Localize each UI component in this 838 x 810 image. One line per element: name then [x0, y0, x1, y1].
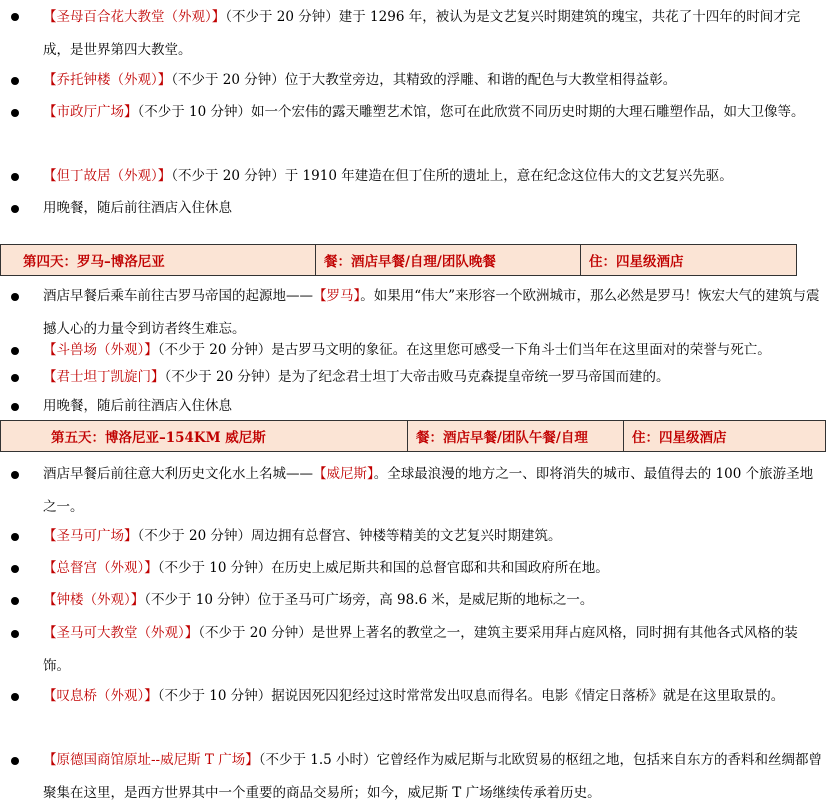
- bullet-icon: [11, 374, 19, 382]
- item-text: 【斗兽场（外观）】（不少于 20 分钟）是古罗马文明的象征。在这里您可感受一下角斗士们当年在这里面对的荣誉与死亡。: [43, 342, 771, 358]
- bullet-icon: [11, 757, 19, 765]
- attraction-name: 【圣母百合花大教堂（外观）】: [43, 9, 226, 25]
- attraction-name: 【乔托钟楼（外观）】: [43, 72, 172, 88]
- item-text: 酒店早餐后乘车前往古罗马帝国的起源地——【罗马】。如果用“伟大”来形容一个欧洲城市，那么必然是罗马！恢宏大气的建筑与震撼人心的力量令到访者终生难忘。: [43, 288, 820, 337]
- bullet-icon: [11, 173, 19, 181]
- bullet-icon: [11, 293, 19, 301]
- bullet-icon: [11, 205, 19, 213]
- item-text: 【原德国商馆原址--威尼斯 T 广场】（不少于 1.5 小时）它曾经作为威尼斯与北欧贸易的枢纽之地，包括来自东方的香料和丝绸都曾聚集在这里，是西方世界其中一个重要的商品交易所；如今，威尼斯 T 广场继续传承着历史。: [43, 752, 823, 801]
- day-meal: 餐：酒店早餐/自理/团队晚餐: [315, 245, 580, 275]
- item-text: 【乔托钟楼（外观）】（不少于 20 分钟）位于大教堂旁边，其精致的浮雕、和谐的配色与大教堂相得益彰。: [43, 72, 677, 88]
- bullet-icon: [11, 693, 19, 701]
- day-header-row: [0, 244, 797, 276]
- item-text: 【圣马可大教堂（外观）】（不少于 20 分钟）是世界上著名的教堂之一，建筑主要采用拜占庭风格，同时拥有其他各式风格的装饰。: [43, 625, 798, 674]
- item-text: 【但丁故居（外观）】（不少于 20 分钟）于 1910 年建造在但丁住所的遗址上，意在纪念这位伟大的文艺复兴先驱。: [43, 168, 733, 184]
- bullet-icon: [11, 77, 19, 85]
- bullet-icon: [11, 471, 19, 479]
- attraction-name: 【叹息桥（外观）】: [43, 688, 158, 704]
- attraction-name: 【原德国商馆原址--威尼斯 T 广场】: [43, 752, 259, 768]
- item-text: 【叹息桥（外观）】（不少于 10 分钟）据说因死囚犯经过这时常常发出叹息而得名。电影《情定日落桥》就是在这里取景的。: [43, 688, 785, 704]
- attraction-name: 【但丁故居（外观）】: [43, 168, 172, 184]
- item-text: 【总督宫（外观）】（不少于 10 分钟）在历史上威尼斯共和国的总督官邸和共和国政府所在地。: [43, 560, 609, 576]
- day-title: 第四天：罗马–博洛尼亚: [23, 254, 165, 270]
- bullet-icon: [11, 630, 19, 638]
- bullet-icon: [11, 533, 19, 541]
- item-text: 用晚餐，随后前往酒店入住休息: [43, 398, 232, 414]
- bullet-icon: [11, 109, 19, 117]
- bullet-icon: [11, 403, 19, 411]
- bullet-icon: [11, 565, 19, 573]
- day-stay: 住：四星级酒店: [623, 421, 825, 451]
- attraction-name: 【斗兽场（外观）】: [43, 342, 158, 358]
- item-text: 【市政厅广场】（不少于 10 分钟）如一个宏伟的露天雕塑艺术馆，您可在此欣赏不同历史时期的大理石雕塑作品，如大卫像等。: [43, 104, 805, 120]
- bullet-icon: [11, 13, 19, 21]
- item-text: 【圣马可广场】（不少于 20 分钟）周边拥有总督宫、钟楼等精美的文艺复兴时期建筑。: [43, 528, 562, 544]
- day-stay: 住：四星级酒店: [580, 245, 796, 275]
- attraction-name: 【威尼斯】: [313, 466, 374, 482]
- item-text: 【钟楼（外观）】（不少于 10 分钟）位于圣马可广场旁，高 98.6 米，是威尼斯的地标之一。: [43, 592, 594, 608]
- item-text: 用晚餐，随后前往酒店入住休息: [43, 200, 232, 216]
- attraction-name: 【钟楼（外观）】: [43, 592, 145, 608]
- attraction-name: 【市政厅广场】: [43, 104, 138, 120]
- attraction-name: 【总督宫（外观）】: [43, 560, 158, 576]
- day-meal: 餐：酒店早餐/团队午餐/自理: [407, 421, 623, 451]
- day-header-row: [0, 420, 826, 452]
- bullet-icon: [11, 597, 19, 605]
- item-text: 酒店早餐后前往意大利历史文化水上名城——【威尼斯】。全球最浪漫的地方之一、即将消失的城市、最值得去的 100 个旅游圣地之一。: [43, 466, 814, 515]
- attraction-name: 【圣马可广场】: [43, 528, 138, 544]
- day-title: 第五天：博洛尼亚–154KM 威尼斯: [51, 430, 266, 446]
- attraction-name: 【君士坦丁凯旋门】: [43, 369, 165, 385]
- item-text: 【君士坦丁凯旋门】（不少于 20 分钟）是为了纪念君士坦丁大帝击败马克森提皇帝统一罗马帝国而建的。: [43, 369, 670, 385]
- bullet-icon: [11, 347, 19, 355]
- attraction-name: 【罗马】: [313, 288, 361, 304]
- attraction-name: 【圣马可大教堂（外观）】: [43, 625, 199, 641]
- item-text: 【圣母百合花大教堂（外观）】（不少于 20 分钟）建于 1296 年，被认为是文艺复兴时期建筑的瑰宝，共花了十四年的时间才完成，是世界第四大教堂。: [43, 9, 801, 58]
